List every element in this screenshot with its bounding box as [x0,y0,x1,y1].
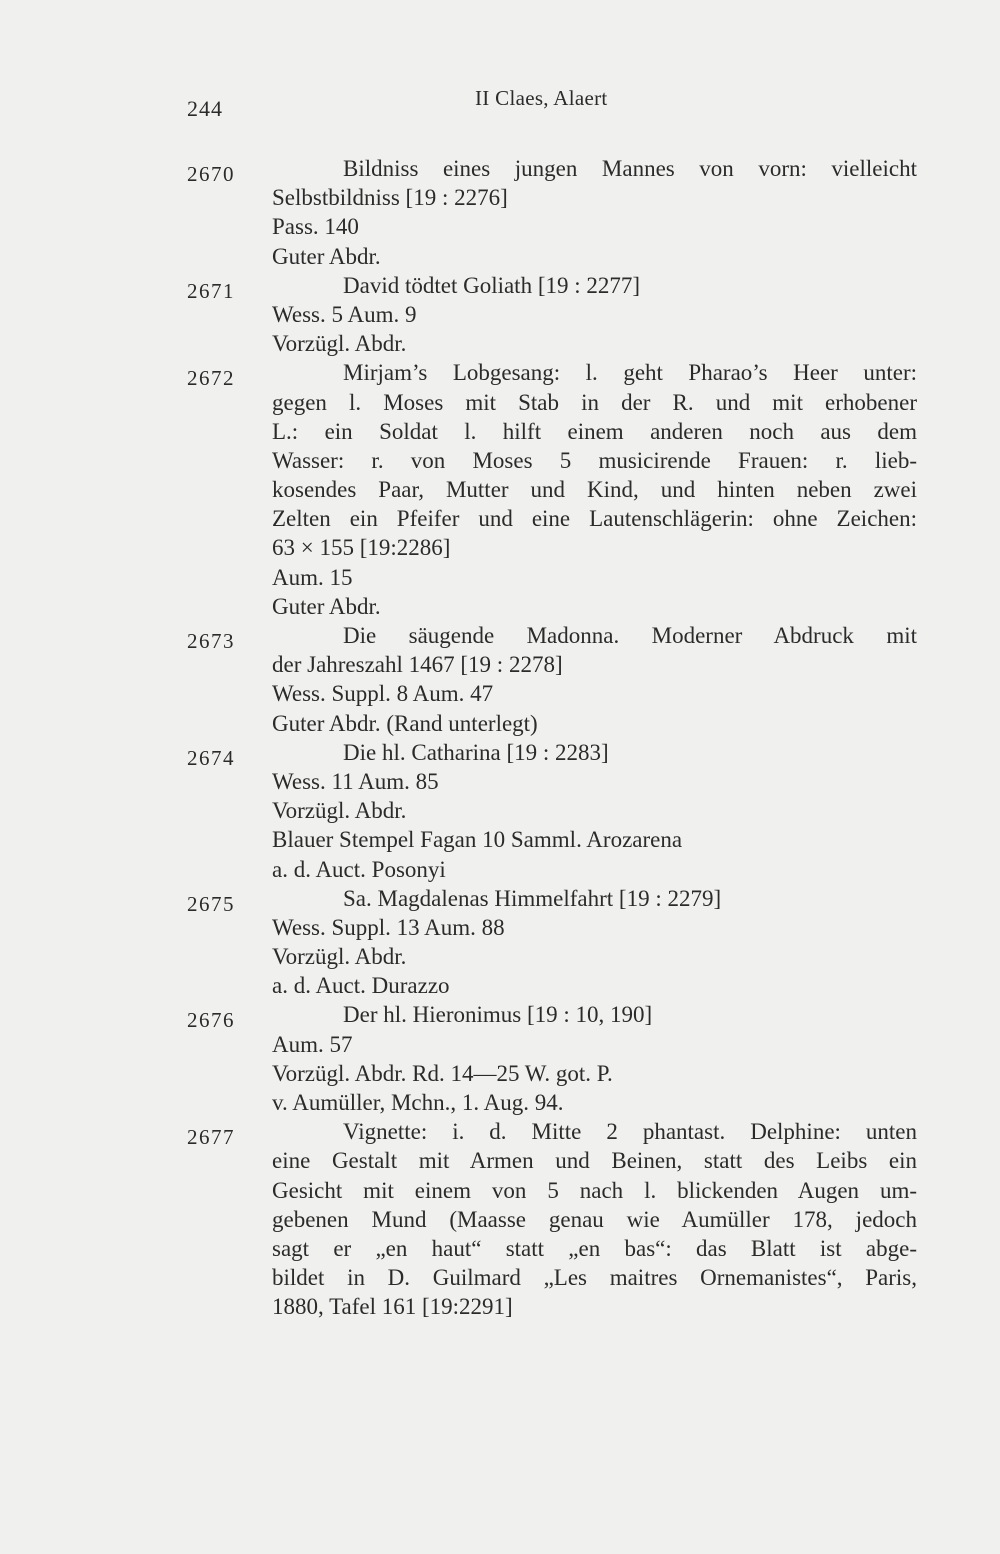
entry-line: 1880, Tafel 161 [19:2291] [272,1294,513,1320]
entry-number: 2671 [187,278,235,303]
entry-line: Vorzügl. Abdr. [272,331,407,357]
catalog-entry [187,271,917,359]
entry-text [272,738,917,884]
entry-line: Gesicht mit einem von 5 nach l. blickenden Augen um- [272,1177,917,1203]
entry-line: Bildniss eines jungen Mannes von vorn: vielleicht [343,156,917,181]
entry-line: Guter Abdr. (Rand unterlegt) [272,710,538,736]
entry-line: Die säugende Madonna. Moderner Abdruck mit [343,623,917,648]
entry-text [272,1000,917,1117]
entry-number: 2674 [187,745,235,770]
catalog-entries [187,154,917,1322]
entry-line: eine Gestalt mit Armen und Beinen, statt des Leibs ein [272,1148,917,1174]
catalog-entry [187,621,917,738]
entry-line: gegen l. Moses mit Stab in der R. und mit erhobener [272,389,917,415]
entry-line: Vorzügl. Abdr. [272,798,407,824]
entry-line: kosendes Paar, Mutter und Kind, und hinten neben zwei [272,477,917,503]
entry-line: a. d. Auct. Durazzo [272,973,450,999]
page-header [187,86,917,126]
entry-line: bildet in D. Guilmard „Les maitres Ornemanistes“, Paris, [272,1265,917,1291]
entry-line: Zelten ein Pfeifer und eine Lautenschlägerin: ohne Zeichen: [272,506,917,532]
entry-line: sagt er „en haut“ statt „en bas“: das Blatt ist abge- [272,1235,917,1261]
entry-line: L.: ein Soldat l. hilft einem anderen noch aus dem [272,418,917,444]
entry-line: Vignette: i. d. Mitte 2 phantast. Delphine: unten [343,1119,917,1145]
entry-line: Wasser: r. von Moses 5 musicirende Frauen: r. lieb- [272,447,917,473]
entry-text [272,621,917,738]
page-number: 244 [187,96,223,121]
entry-number: 2675 [187,891,235,916]
catalog-entry [187,1000,917,1117]
entry-line: Wess. Suppl. 8 Aum. 47 [272,681,494,707]
entry-line: Wess. Suppl. 13 Aum. 88 [272,914,505,940]
entry-line: a. d. Auct. Posonyi [272,856,446,882]
entry-line: v. Aumüller, Mchn., 1. Aug. 94. [272,1090,564,1115]
catalog-entry [187,154,917,271]
entry-line: Vorzügl. Abdr. Rd. 14—25 W. got. P. [272,1060,613,1086]
entry-line: Der hl. Hieronimus [19 : 10, 190] [343,1002,653,1028]
entry-line: Blauer Stempel Fagan 10 Samml. Arozarena [272,827,683,853]
catalog-entry [187,1117,917,1321]
entry-text [272,1117,917,1321]
entry-number: 2677 [187,1125,235,1150]
entry-line: David tödtet Goliath [19 : 2277] [343,272,641,298]
entry-line: Vorzügl. Abdr. [272,944,407,970]
running-head: II Claes, Alaert [475,86,608,110]
entry-number: 2670 [187,162,235,186]
entry-line: Selbstbildniss [19 : 2276] [272,185,508,211]
entry-text [272,358,917,621]
entry-text [272,884,917,1001]
entry-number: 2672 [187,366,235,391]
entry-line: Guter Abdr. [272,593,381,619]
entry-line: Mirjam’s Lobgesang: l. geht Pharao’s Heer unter: [343,360,917,386]
catalog-entry [187,738,917,884]
catalog-entry [187,884,917,1001]
entry-text [272,154,917,271]
entry-line: Wess. 11 Aum. 85 [272,768,439,794]
entry-line: Sa. Magdalenas Himmelfahrt [19 : 2279] [343,885,722,911]
entry-number: 2676 [187,1008,235,1033]
entry-text [272,271,917,359]
catalog-entry [187,358,917,621]
entry-line: Guter Abdr. [272,243,381,269]
entry-line: Pass. 140 [272,214,359,240]
entry-line: Die hl. Catharina [19 : 2283] [343,739,609,765]
entry-line: Aum. 15 [272,564,353,590]
entry-line: Aum. 57 [272,1031,353,1057]
entry-number: 2673 [187,629,235,653]
entry-line: der Jahreszahl 1467 [19 : 2278] [272,652,563,678]
entry-line: Wess. 5 Aum. 9 [272,301,417,327]
entry-line: gebenen Mund (Maasse genau wie Aumüller 178, jedoch [272,1206,917,1232]
entry-line: 63 × 155 [19:2286] [272,535,451,561]
